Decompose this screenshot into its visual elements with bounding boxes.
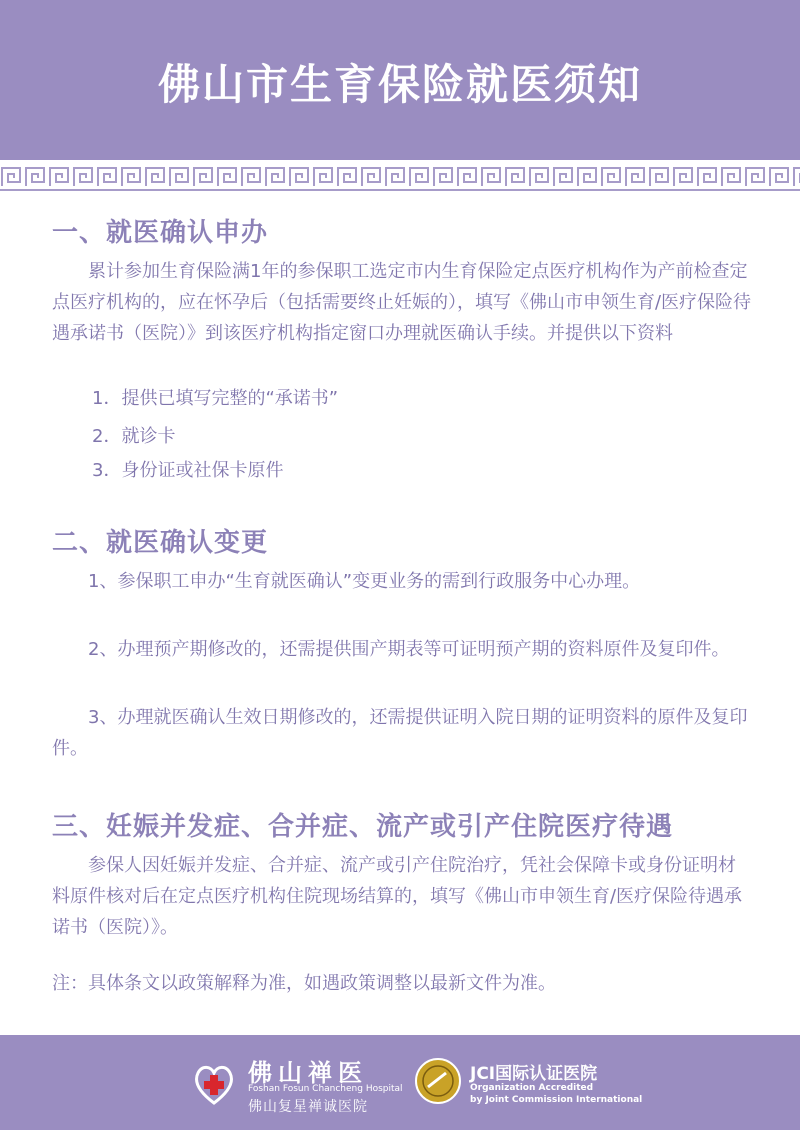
decorative-border xyxy=(0,160,800,192)
section-2-paragraph: 1、参保职工申办“生育就医确认”变更业务的需到行政服务中心办理。 xyxy=(88,571,641,592)
note: 注：具体条文以政策解释为准，如遇政策调整以最新文件为准。 xyxy=(52,973,556,994)
section-1-heading: 一、就医确认申办 xyxy=(52,218,269,248)
section-2-heading: 二、就医确认变更 xyxy=(52,528,269,558)
footer-band xyxy=(0,1035,800,1130)
section-2-paragraph: 3、办理就医确认生效日期修改的，还需提供证明入院日期的证明资料的原件及复印件。 xyxy=(52,707,748,759)
list-item: 3．身份证或社保卡原件 xyxy=(92,460,284,481)
jci-line-1: Organization Accredited xyxy=(470,1083,594,1093)
section-2-paragraph: 2、办理预产期修改的，还需提供围产期表等可证明预产期的资料原件及复印件。 xyxy=(88,639,730,660)
jci-title: JCI国际认证医院 xyxy=(470,1064,598,1084)
list-item: 2．就诊卡 xyxy=(92,426,176,447)
section-3-heading: 三、妊娠并发症、合并症、流产或引产住院医疗待遇 xyxy=(52,812,674,842)
hospital-name-en: Foshan Fosun Chancheng Hospital xyxy=(248,1084,403,1094)
page-title: 佛山市生育保险就医须知 xyxy=(157,60,642,109)
hospital-logo-text: 佛山禅医 xyxy=(248,1059,368,1087)
section-1-paragraph: 累计参加生育保险满1年的参保职工选定市内生育保险定点医疗机构作为产前检查定点医疗机构的，应在怀孕后（包括需要终止妊娠的），填写《佛山市申领生育/医疗保险待遇承诺书（医院）》到该医疗机构指定窗口办理就医确认手续。并提供以下资料 xyxy=(52,261,752,344)
jci-seal-icon xyxy=(414,1057,462,1105)
jci-line-2: by Joint Commission International xyxy=(470,1095,643,1105)
hospital-name-cn: 佛山复星禅诚医院 xyxy=(248,1099,368,1115)
section-3-paragraph: 参保人因妊娠并发症、合并症、流产或引产住院治疗，凭社会保障卡或身份证明材料原件核对后在定点医疗机构住院现场结算的，填写《佛山市申领生育/医疗保险待遇承诺书（医院）》。 xyxy=(52,855,743,938)
hospital-logo-icon xyxy=(190,1059,238,1107)
content-area xyxy=(0,200,800,1030)
header-band xyxy=(0,0,800,160)
list-item: 1．提供已填写完整的“承诺书” xyxy=(92,388,339,409)
